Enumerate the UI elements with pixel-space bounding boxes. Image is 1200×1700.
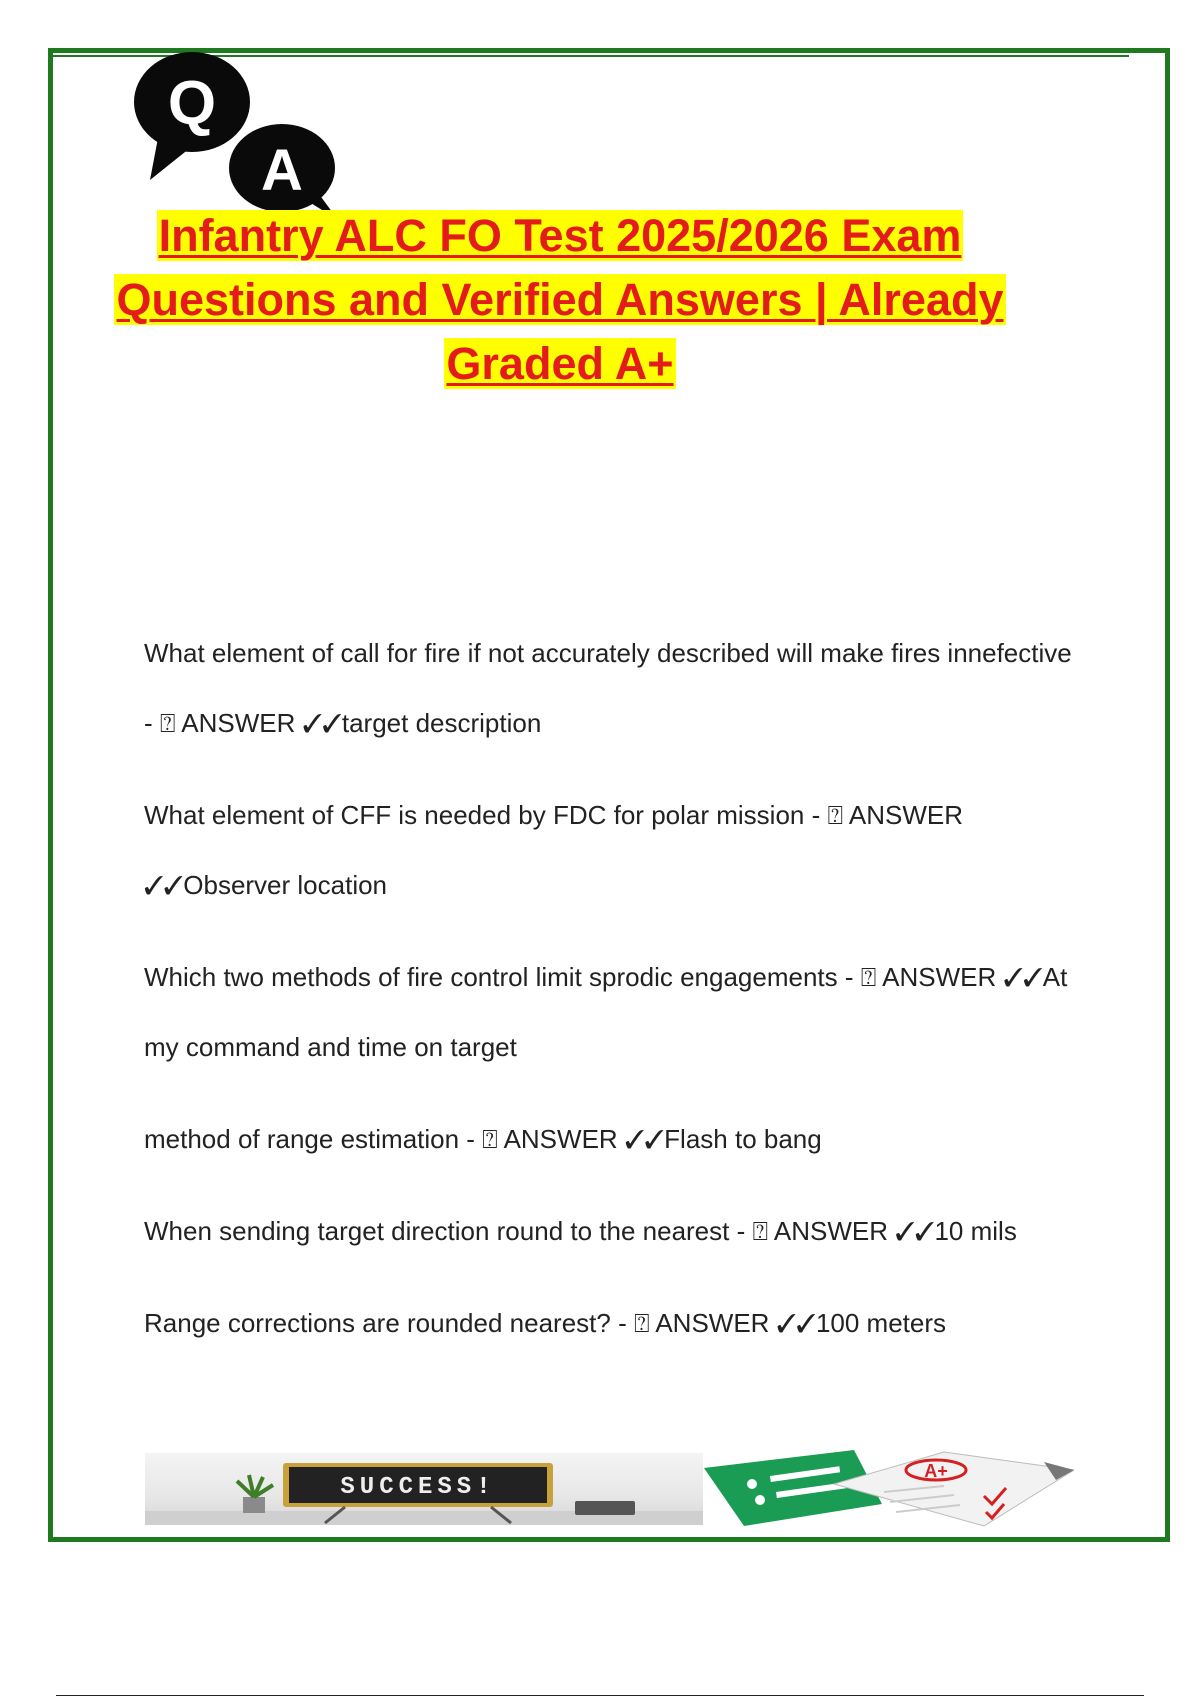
- qa-item: What element of CFF is needed by FDC for polar mission - ⍰ ANSWER ✓✓Observer location: [144, 800, 963, 900]
- success-sign-illustration: [145, 1453, 703, 1525]
- qa-speech-bubbles-icon: [120, 40, 360, 230]
- qa-item: What element of call for fire if not accurately described will make fires innefective - ⍰ ANSWER ✓✓target description: [144, 638, 1072, 738]
- footer-rule: [56, 1695, 1144, 1696]
- document-title: Infantry ALC FO Test 2025/2026 Exam Questions and Verified Answers | Already Graded A+: [116, 210, 1004, 389]
- qa-item: When sending target direction round to the nearest - ⍰ ANSWER ✓✓10 mils: [144, 1216, 1017, 1246]
- q-letter: Q: [167, 69, 217, 138]
- qa-item: Which two methods of fire control limit sprodic engagements - ⍰ ANSWER ✓✓At my command and time on target: [144, 962, 1068, 1062]
- qa-item: Range corrections are rounded nearest? - ⍰ ANSWER ✓✓100 meters: [144, 1308, 947, 1338]
- success-sign-text: SUCCESS!: [340, 1474, 496, 1501]
- graded-paper: [834, 1452, 1074, 1526]
- document-title-block: [80, 204, 1040, 396]
- a-letter: A: [261, 138, 303, 203]
- qa-list: [144, 618, 1084, 1380]
- grade-text: A+: [924, 1461, 948, 1481]
- plant-icon: [237, 1475, 273, 1513]
- device-icon: [575, 1501, 635, 1515]
- graded-paper-icon: [704, 1448, 1074, 1528]
- success-banner-image: [145, 1453, 703, 1525]
- qa-item: method of range estimation - ⍰ ANSWER ✓✓Flash to bang: [144, 1124, 822, 1154]
